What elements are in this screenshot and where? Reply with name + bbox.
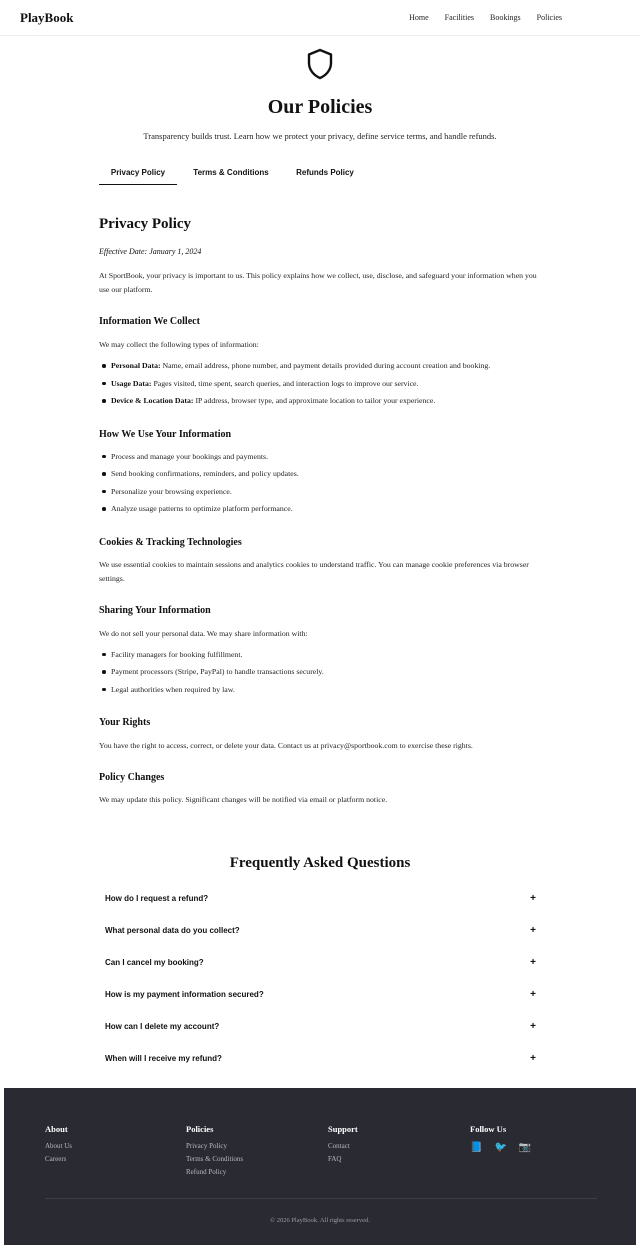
top-navbar — [0, 0, 640, 36]
footer-heading: About — [45, 1124, 68, 1134]
nav-home[interactable]: Home — [409, 13, 429, 22]
section-heading-cookies: Cookies & Tracking Technologies — [99, 536, 242, 548]
tab-terms-conditions[interactable]: Terms & Conditions — [193, 168, 269, 177]
use-list — [99, 451, 544, 521]
footer-col-support — [328, 1124, 358, 1168]
faq-question: What personal data do you collect? — [105, 925, 240, 935]
footer-link-terms[interactable]: Terms & Conditions — [186, 1155, 244, 1163]
footer-link-contact[interactable]: Contact — [328, 1142, 350, 1150]
instagram-icon[interactable]: 📷 — [518, 1142, 532, 1153]
page-subtitle: Transparency builds trust. Learn how we protect your privacy, define service terms, and handle refunds. — [143, 131, 497, 141]
expand-icon[interactable]: + — [530, 1020, 536, 1032]
nav-policies[interactable]: Policies — [536, 13, 562, 22]
rights-text: You have the right to access, correct, or delete your data. Contact us at privacy@sportbook.com to exercise these rights. — [99, 741, 473, 750]
list-item: Usage Data: Pages visited, time spent, search queries, and interaction logs to improve our service. — [99, 378, 544, 396]
footer-link-faq[interactable]: FAQ — [328, 1155, 342, 1163]
changes-text: We may update this policy. Significant changes will be notified via email or platform notice. — [99, 795, 388, 804]
footer-heading: Policies — [186, 1124, 214, 1134]
sharing-lead: We do not sell your personal data. We may share information with: — [99, 628, 308, 638]
list-item: Device & Location Data: IP address, browser type, and approximate location to tailor your experience. — [99, 395, 544, 413]
collect-lead: We may collect the following types of information: — [99, 340, 259, 349]
section-heading-changes: Policy Changes — [99, 772, 165, 783]
faq-question: How can I delete my account? — [105, 1021, 220, 1031]
social-icons — [470, 1142, 531, 1153]
footer-link-privacy[interactable]: Privacy Policy — [186, 1142, 228, 1150]
section-heading-collect: Information We Collect — [99, 316, 200, 327]
faq-question: How is my payment information secured? — [105, 989, 264, 999]
section-heading-rights: Your Rights — [99, 717, 151, 728]
footer-col-follow — [470, 1124, 531, 1153]
policy-intro: At SportBook, your privacy is important to us. This policy explains how we collect, use, disclose, and safeguard your information when you use our platform. — [99, 271, 537, 294]
tab-refunds-policy[interactable]: Refunds Policy — [296, 168, 354, 177]
faq-item[interactable] — [99, 946, 544, 978]
footer-link-careers[interactable]: Careers — [45, 1155, 67, 1163]
facebook-icon[interactable]: 📘 — [470, 1142, 483, 1153]
faq-title: Frequently Asked Questions — [229, 855, 411, 871]
expand-icon[interactable]: + — [530, 892, 536, 904]
sharing-list — [99, 649, 544, 702]
footer-col-policies — [186, 1124, 243, 1181]
policy-tabs — [99, 164, 540, 186]
list-item: Personalize your browsing experience. — [99, 486, 544, 504]
twitter-icon[interactable]: 🐦 — [494, 1142, 507, 1153]
policy-content — [99, 210, 544, 807]
shield-icon — [306, 48, 334, 80]
effective-date: Effective Date: January 1, 2024 — [99, 247, 202, 256]
tab-privacy-policy[interactable]: Privacy Policy — [99, 164, 177, 185]
expand-icon[interactable]: + — [530, 924, 536, 936]
list-item: Facility managers for booking fulfillment. — [99, 649, 544, 667]
nav-bookings[interactable]: Bookings — [489, 13, 521, 22]
faq-question: Can I cancel my booking? — [105, 957, 204, 967]
faq-item[interactable] — [99, 914, 544, 946]
section-heading-sharing: Sharing Your Information — [99, 604, 211, 616]
faq-question: When will I receive my refund? — [105, 1053, 222, 1063]
policy-title: Privacy Policy — [99, 216, 192, 232]
section-heading-use: How We Use Your Information — [99, 428, 232, 440]
list-item: Personal Data: Name, email address, phone number, and payment details provided during account creation and booking. — [99, 360, 544, 378]
faq-list — [99, 882, 544, 1074]
main-nav — [409, 13, 562, 22]
faq-question: How do I request a refund? — [105, 893, 209, 903]
faq-item[interactable] — [99, 978, 544, 1010]
nav-facilities[interactable]: Facilities — [444, 13, 474, 22]
faq-item[interactable] — [99, 882, 544, 914]
list-item: Legal authorities when required by law. — [99, 684, 544, 702]
footer-col-about — [45, 1124, 72, 1168]
expand-icon[interactable]: + — [530, 988, 536, 1000]
footer-link-refund[interactable]: Refund Policy — [186, 1168, 227, 1176]
footer-heading: Support — [328, 1124, 358, 1134]
faq-item[interactable] — [99, 1042, 544, 1074]
list-item: Payment processors (Stripe, PayPal) to handle transactions securely. — [99, 666, 544, 684]
site-footer — [4, 1088, 636, 1245]
brand-logo[interactable]: PlayBook — [20, 10, 74, 25]
expand-icon[interactable]: + — [530, 1052, 536, 1064]
page-title: Our Policies — [267, 96, 373, 118]
list-item: Analyze usage patterns to optimize platform performance. — [99, 503, 544, 521]
copyright: © 2026 PlayBook. All rights reserved. — [270, 1217, 370, 1224]
cookies-text: We use essential cookies to maintain sessions and analytics cookies to understand traffic. You can manage cookie preferences via browser settings. — [99, 559, 529, 583]
collect-list — [99, 360, 544, 413]
list-item: Send booking confirmations, reminders, and policy updates. — [99, 468, 544, 486]
footer-heading: Follow Us — [470, 1124, 507, 1134]
footer-link-about-us[interactable]: About Us — [45, 1142, 73, 1150]
list-item: Process and manage your bookings and payments. — [99, 451, 544, 469]
footer-divider — [45, 1198, 597, 1199]
faq-item[interactable] — [99, 1010, 544, 1042]
expand-icon[interactable]: + — [530, 956, 536, 968]
